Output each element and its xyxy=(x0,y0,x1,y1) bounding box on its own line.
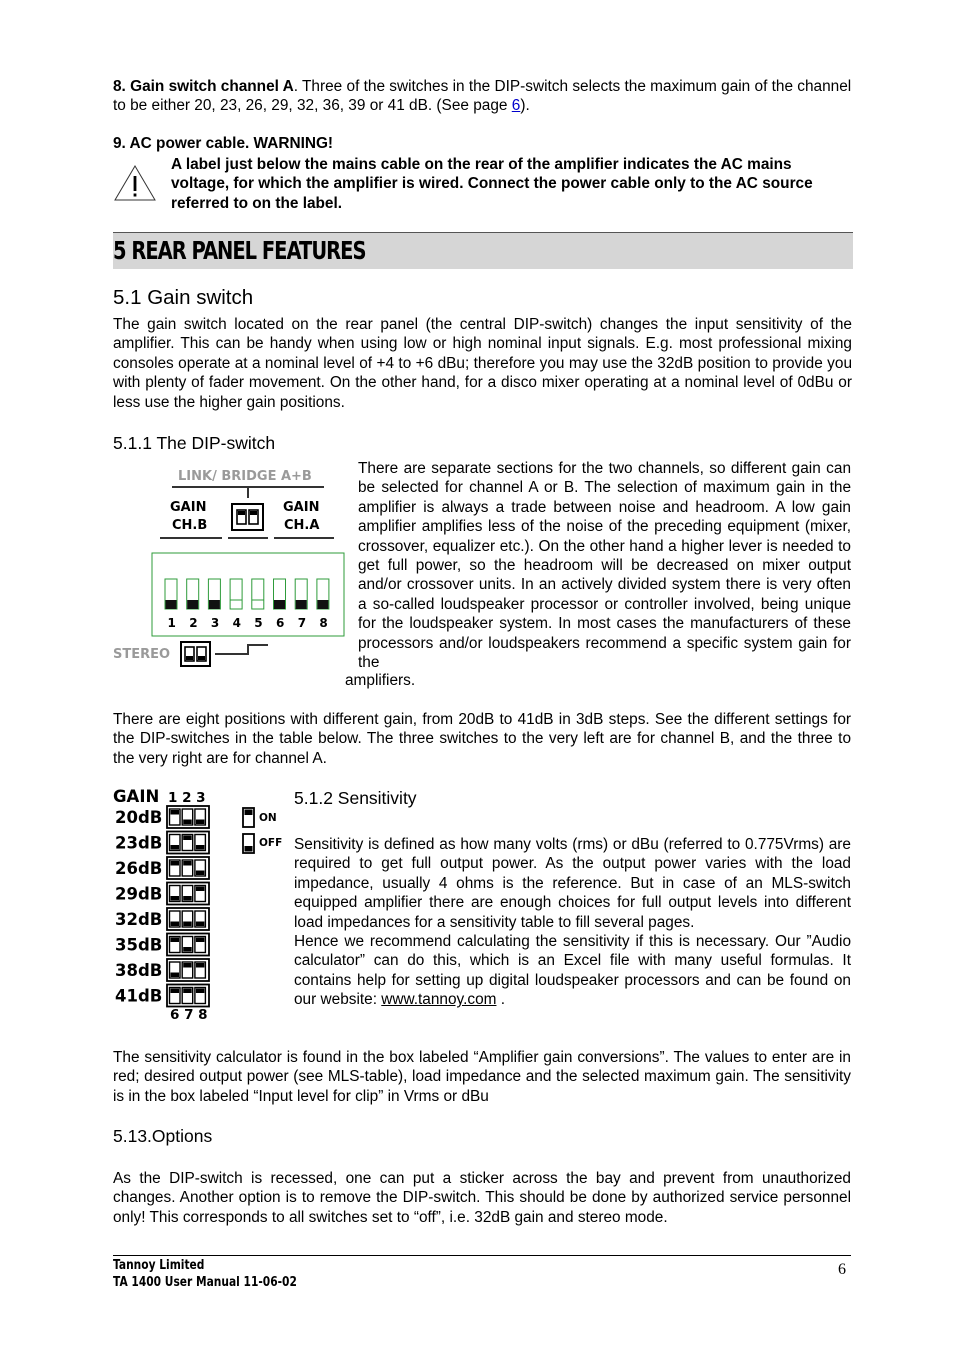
dip-switch-number: 8 xyxy=(319,616,328,630)
section-5-1-body: The gain switch located on the rear panel (the central DIP-switch) changes the input sensitivity of the amplifier. This can be handy when using low or high nominal input signals. E.g. most professional mixing consoles operate at a nominal level of +4 to +6 dBu; therefore you may use the 32dB position to provide you with plenty of fader movement. On the other hand, for a disco mixer operating at a nominal level of 0dBu or less use the higher gain positions. xyxy=(113,316,852,411)
gain-row-label: 41dB xyxy=(115,986,163,1006)
section-5-1-1-body: There are separate sections for the two channels, so different gain can be selected for channel A or B. The selection of maximum gain in the amplifier is always a trade between noise and headroom. A low gain amplifier amplifies less of the noise of the preceding equipment (mixer, crossover, equalizer etc.). On the other hand a higher lever is needed to get full power, so the headroom will be decreased on mixer output and/or crossover units. In an actively divided system there is very often a so-called loudspeaker processor or controller involved, being unique for the loudspeaker system. In most cases the manufacturers of these processors and/or loudspeakers recommend a specific system gain for the xyxy=(358,460,851,672)
dip-switch-number: 4 xyxy=(232,616,241,630)
section-5-1-1-heading: 5.1.1 The DIP-switch xyxy=(113,433,276,453)
gain-cha-label-2: CH.A xyxy=(284,518,320,533)
gain-chb-label-1: GAIN xyxy=(170,500,207,515)
warning-triangle-icon xyxy=(113,164,157,202)
link-bridge-label: LINK/ BRIDGE A+B xyxy=(178,469,312,484)
sensitivity-body-1: Sensitivity is defined as how many volts (rms) or dBu (referred to 0.775Vrms) are required to get full output power. As the output power varies with the load impedance, usually 4 ohms is the reference. But in case of an MLS-switch equipped amplifier there are enough choices for full output levels into different load impedances for a sensitivity table to fill several pages. xyxy=(294,836,851,931)
gain-row-label: 35dB xyxy=(115,935,163,955)
sensitivity-calculator-paragraph: The sensitivity calculator is found in the box labeled “Amplifier gain conversions”. The values to enter are in red; desired output power (see MLS-table), load impedance and the selected maximum gain. The sensitivity is in the box labeled “Input level for clip” in Vrms or dBu xyxy=(113,1049,851,1105)
dip-switch-number: 3 xyxy=(210,616,220,630)
gain-row xyxy=(115,934,209,956)
dip-switch-1 xyxy=(165,579,177,630)
gain-row-label: 38dB xyxy=(115,961,163,980)
gain-table-figure xyxy=(112,785,287,1025)
section-5-title: 5 REAR PANEL FEATURES xyxy=(113,236,366,265)
gain-row xyxy=(115,832,209,854)
warning-body: A label just below the mains cable on the rear of the amplifier indicates the AC mains voltage, for which the amplifier is wired. Connect the power cable only to the AC source referred to on the label. xyxy=(171,156,813,212)
gain-switch-a-end: ). xyxy=(520,97,530,115)
gain-header-digits: 1 2 3 xyxy=(168,790,206,806)
warning-title: 9. AC power cable. WARNING! xyxy=(113,135,334,152)
gain-footer-digits: 6 7 8 xyxy=(170,1007,208,1023)
website-link[interactable]: www.tannoy.com xyxy=(381,991,497,1009)
dip-switch-3 xyxy=(208,579,220,630)
section-5-13-heading: 5.13.Options xyxy=(113,1126,213,1146)
dip-switch-figure xyxy=(112,462,348,672)
gain-switch-a-text: . Three of the switches in the DIP-switch selects the maximum gain of the channel to be either 20, 23, 26, 29, 32, 36, 39 or 41 dB. (See page xyxy=(113,78,852,115)
gain-row-label: 32dB xyxy=(115,910,163,929)
dip-switch-number: 6 xyxy=(276,616,285,630)
sensitivity-body-2-end: . xyxy=(496,991,506,1009)
dip-switch-8 xyxy=(317,579,329,630)
dip-switch-number: 2 xyxy=(189,616,198,630)
section-5-1-heading: 5.1 Gain switch xyxy=(113,286,254,309)
dip-switch-number: 1 xyxy=(167,616,176,630)
gain-row-label: 20dB xyxy=(115,808,163,827)
gain-row xyxy=(115,985,209,1007)
section-5-1-2-heading: 5.1.2 Sensitivity xyxy=(294,788,417,808)
dip-switch-number: 5 xyxy=(254,616,263,630)
gain-cha-label-1: GAIN xyxy=(283,500,320,515)
legend-off-label: OFF xyxy=(259,837,283,849)
footer-rule xyxy=(113,1255,851,1256)
eight-positions-paragraph: There are eight positions with different gain, from 20dB to 41dB in 3dB steps. See the different settings for the DIP-switches in the table below. The three switches to the very left are for channel B, and the three to the very right are for channel A. xyxy=(113,711,851,767)
gain-row xyxy=(115,908,209,930)
sensitivity-body xyxy=(294,835,851,1010)
options-body: As the DIP-switch is recessed, one can put a sticker across the bay and prevent from unauthorized changes. Another option is to remove the DIP-switch. This should be done by authorized service personnel only! This corresponds to all switches set to “off”, i.e. 32dB gain and stereo mode. xyxy=(113,1170,851,1226)
page-6-link[interactable]: 6 xyxy=(511,97,521,115)
page-number: 6 xyxy=(838,1261,846,1278)
sensitivity-body-2-text: Hence we recommend calculating the sensitivity if this is necessary. Our ”Audio calculator” can do this, which is an Excel file with many useful formulas. It contains help for setting up digital loudspeaker processors and can be found on our website: xyxy=(294,933,851,1009)
gain-row xyxy=(115,883,209,905)
section-5-1-1-body-last: amplifiers. xyxy=(345,672,416,689)
dip-switch-7 xyxy=(295,579,307,630)
gain-row-label: 26dB xyxy=(115,859,163,878)
gain-header: GAIN xyxy=(113,787,160,806)
gain-switch-a-paragraph xyxy=(113,77,853,116)
dip-switch-2 xyxy=(187,579,199,630)
footer-manual: TA 1400 User Manual 11-06-02 xyxy=(113,1275,297,1290)
footer-company: Tannoy Limited xyxy=(113,1258,205,1273)
dip-switch-4 xyxy=(230,579,242,630)
gain-row-label: 29dB xyxy=(115,884,163,904)
gain-switch-a-title: 8. Gain switch channel A xyxy=(113,78,294,95)
gain-row-label: 23dB xyxy=(115,833,163,853)
gain-chb-label-2: CH.B xyxy=(172,518,208,533)
dip-switch-number: 7 xyxy=(297,616,307,630)
gain-row xyxy=(115,806,209,828)
dip-switch-5 xyxy=(252,579,264,630)
stereo-label: STEREO xyxy=(113,647,171,662)
gain-row xyxy=(115,857,209,879)
dip-switch-6 xyxy=(274,579,286,630)
legend-on-label: ON xyxy=(259,812,277,824)
gain-row xyxy=(115,959,209,981)
sensitivity-body-2 xyxy=(294,932,851,1010)
